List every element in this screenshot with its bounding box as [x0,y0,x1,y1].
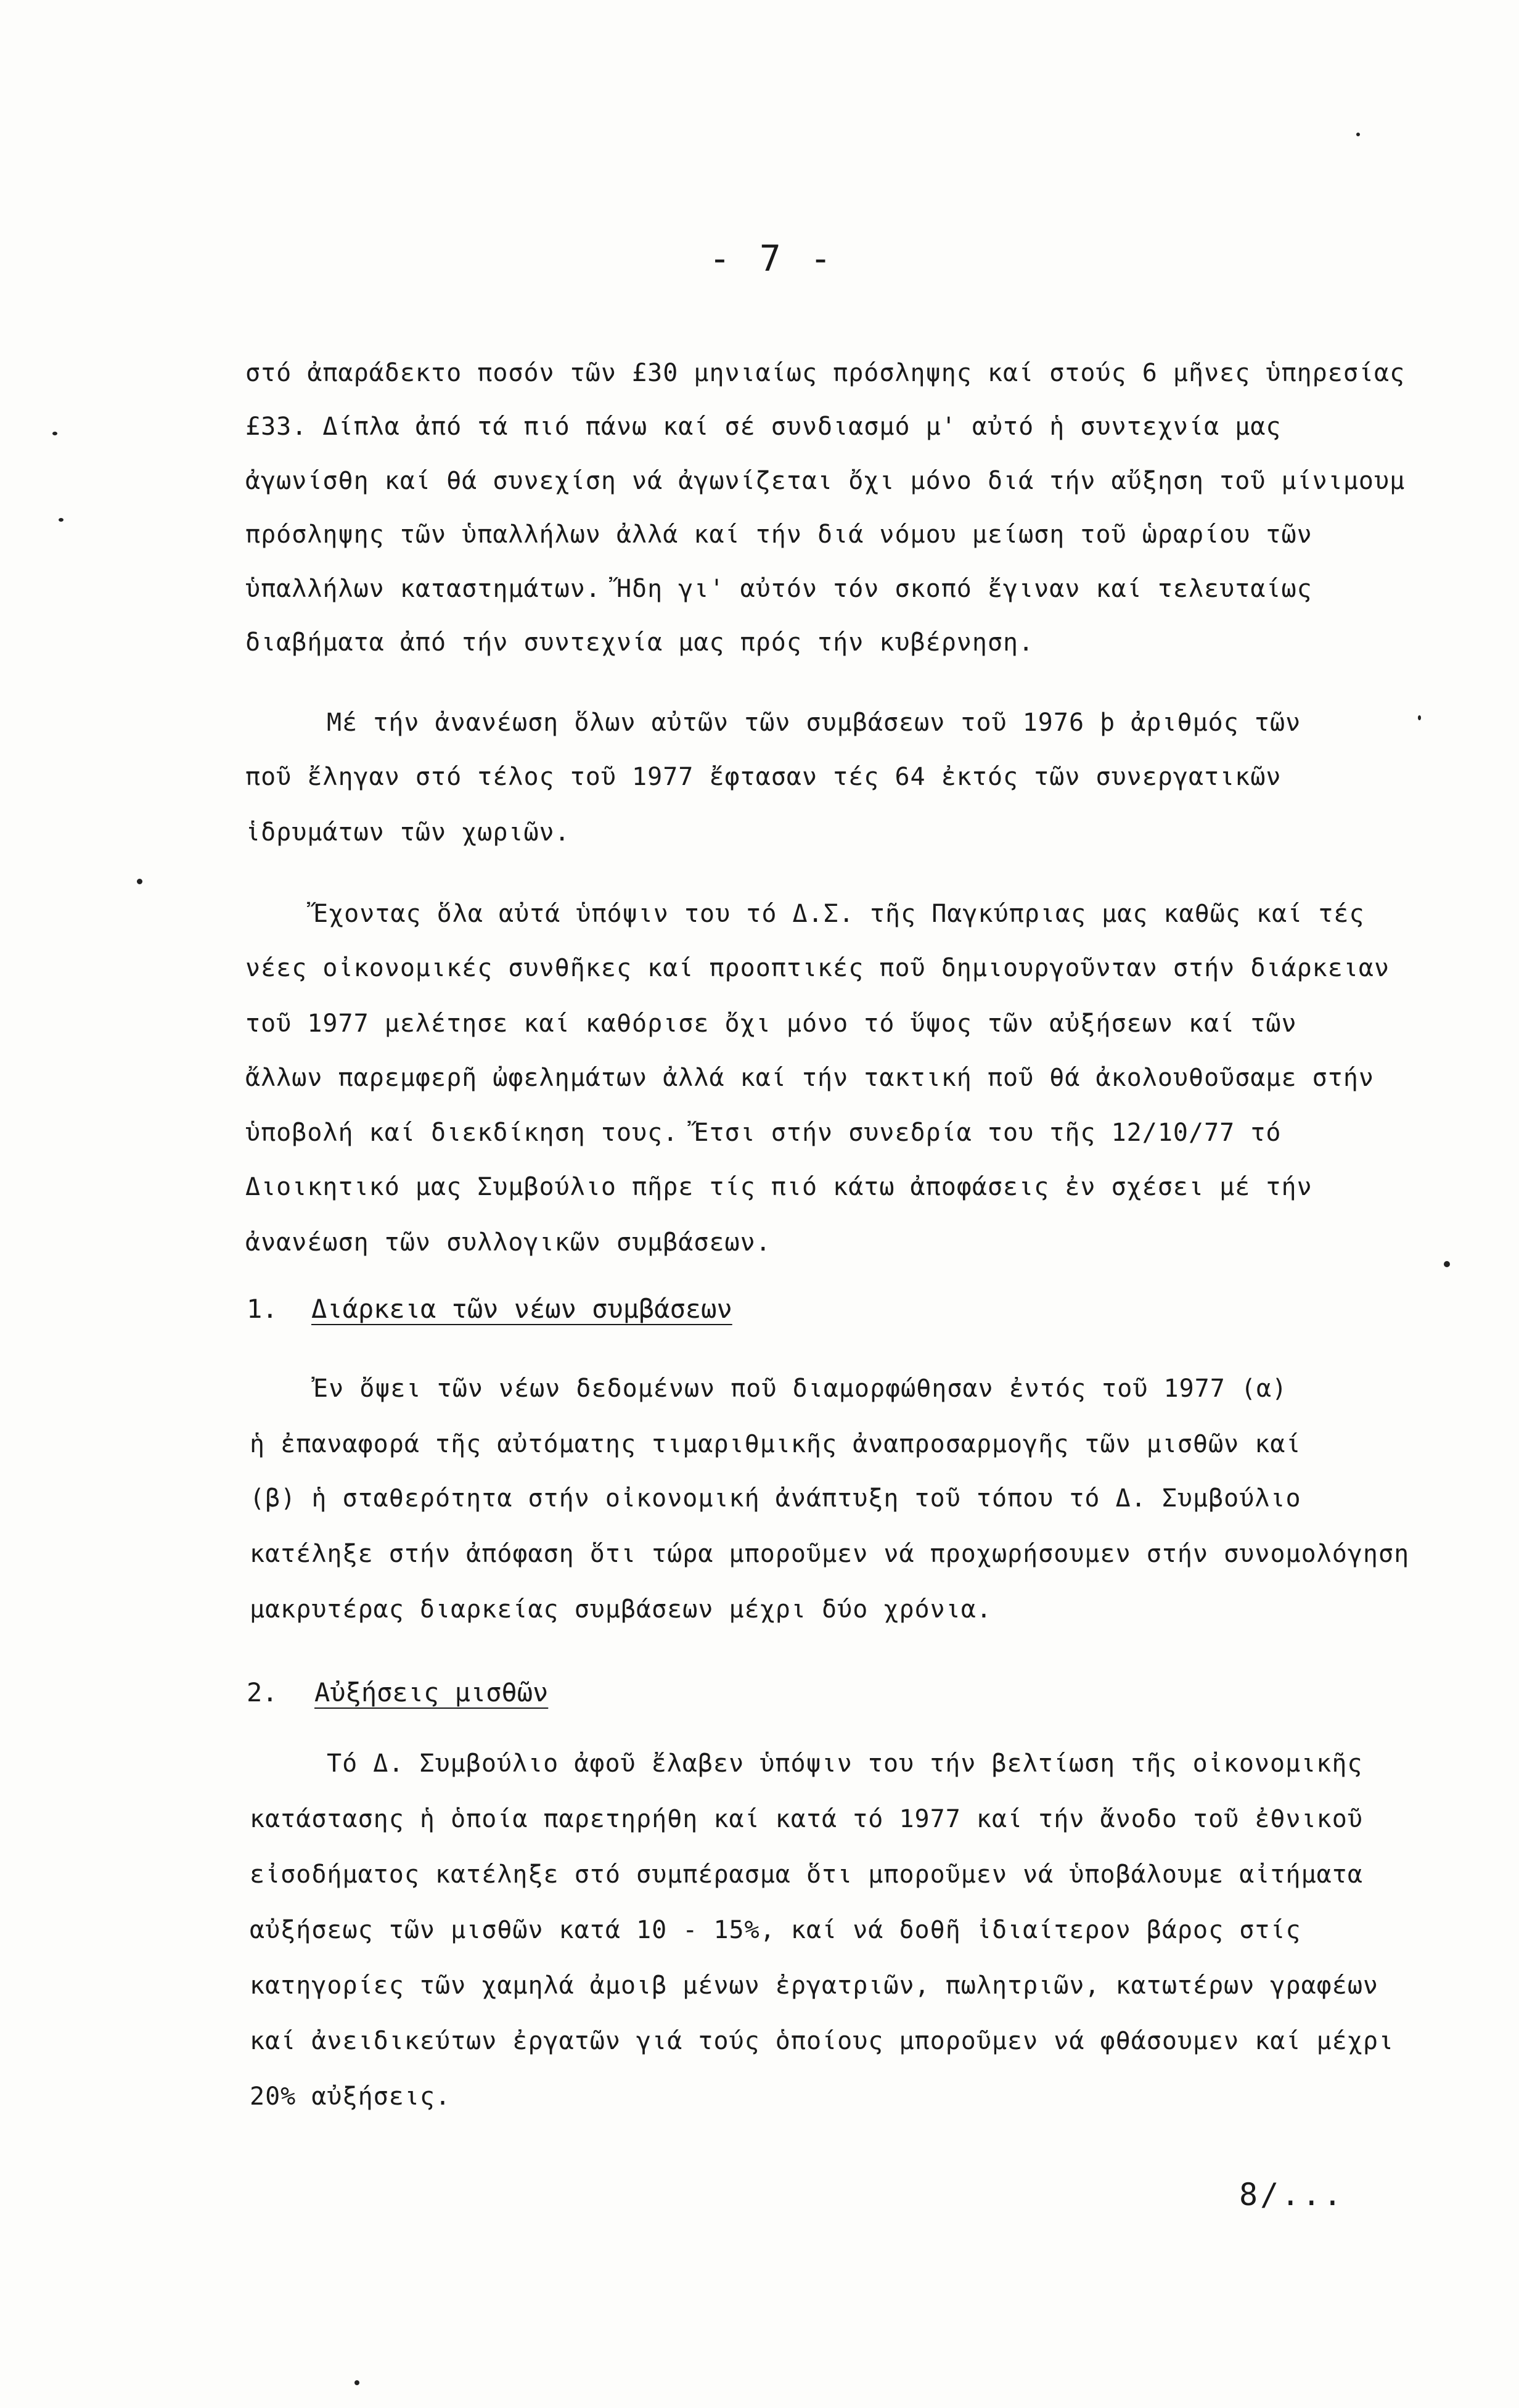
text-line: (β) ἡ σταθερότητα στήν οἰκονομική ἀνάπτυξη τοῦ τόπου τό Δ. Συμβούλιο [250,1484,1301,1513]
page-number: - 7 - [709,237,835,279]
text-line: ὑπαλλήλων καταστημάτων. Ἤδη γι' αὐτόν τόν σκοπό ἔγιναν καί τελευταίως [245,575,1312,603]
scan-speck [59,518,63,522]
text-line: 20% αὐξήσεις. [250,2082,451,2111]
section-number: 1. [247,1294,278,1324]
text-line: £33. Δίπλα ἀπό τά πιό πάνω καί σέ συνδιασμό μ' αὐτό ἡ συντεχνία μας [245,413,1282,441]
text-line: Ἐν ὄψει τῶν νέων δεδομένων ποῦ διαμορφώθησαν ἐντός τοῦ 1977 (α) [313,1375,1288,1403]
text-line: ἄλλων παρεμφερῆ ὠφελημάτων ἀλλά καί τήν τακτική ποῦ θά ἀκολουθοῦσαμε στήν [245,1064,1374,1092]
text-line: ἀγωνίσθη καί θά συνεχίση νά ἀγωνίζεται ὄχι μόνο διά τήν αὔξηση τοῦ μίνιμουμ [245,467,1406,495]
text-line: τοῦ 1977 μελέτησε καί καθόρισε ὄχι μόνο τό ὕψος τῶν αὐξήσεων καί τῶν [245,1009,1297,1038]
text-line: κατηγορίες τῶν χαμηλά ἀμοιβ μένων ἐργατριῶν, πωλητριῶν, κατωτέρων γραφέων [250,1971,1378,2000]
text-line: Μέ τήν ἀνανέωση ὅλων αὐτῶν τῶν συμβάσεων τοῦ 1976 þ ἀριθμός τῶν [327,709,1301,737]
text-line: διαβήματα ἀπό τήν συντεχνία μας πρός τήν κυβέρνηση. [245,628,1034,657]
next-page-marker: 8/... [1239,2177,1345,2213]
text-line: Διοικητικό μας Συμβούλιο πῆρε τίς πιό κάτω ἀποφάσεις ἐν σχέσει μέ τήν [245,1173,1312,1201]
scan-speck [1444,1261,1450,1267]
section-title: Αὐξήσεις μισθῶν [314,1677,549,1707]
scan-speck [1356,133,1360,136]
scan-speck [137,879,142,884]
text-line: κατάστασης ἡ ὁποία παρετηρήθη καί κατά τό 1977 καί τήν ἄνοδο τοῦ ἐθνικοῦ [250,1805,1363,1833]
section-title: Διάρκεια τῶν νέων συμβάσεων [311,1294,732,1324]
scan-speck [52,432,57,435]
text-line: στό ἀπαράδεκτο ποσόν τῶν £30 μηνιαίως πρόσληψης καί στούς 6 μῆνες ὑπηρεσίας [245,359,1406,387]
text-line: καί ἀνειδικεύτων ἐργατῶν γιά τούς ὁποίους μποροῦμεν νά φθάσουμεν καί μέχρι [250,2027,1394,2055]
text-line: πρόσληψης τῶν ὑπαλλήλων ἀλλά καί τήν διά νόμου μείωση τοῦ ὡραρίου τῶν [245,520,1312,549]
text-line: ἡ ἐπαναφορά τῆς αὐτόματης τιμαριθμικῆς ἀναπροσαρμογῆς τῶν μισθῶν καί [250,1430,1301,1458]
text-line: Τό Δ. Συμβούλιο ἀφοῦ ἔλαβεν ὑπόψιν του τήν βελτίωση τῆς οἰκονομικῆς [327,1749,1363,1778]
scan-speck [354,2380,359,2385]
scan-speck [1418,715,1421,720]
text-line: μακρυτέρας διαρκείας συμβάσεων μέχρι δύο χρόνια. [250,1595,992,1624]
text-line: ἱδρυμάτων τῶν χωριῶν. [245,818,570,847]
text-line: κατέληξε στήν ἀπόφαση ὅτι τώρα μποροῦμεν νά προχωρήσουμεν στήν συνομολόγηση [250,1540,1410,1568]
text-line: Ἔχοντας ὅλα αὐτά ὑπόψιν του τό Δ.Σ. τῆς Παγκύπριας μας καθῶς καί τές [313,900,1365,928]
text-line: ἀνανέωση τῶν συλλογικῶν συμβάσεων. [245,1228,771,1257]
section-number: 2. [247,1677,278,1707]
text-line: ποῦ ἔληγαν στό τέλος τοῦ 1977 ἔφτασαν τές 64 ἐκτός τῶν συνεργατικῶν [245,763,1282,791]
text-line: νέες οἰκονομικές συνθῆκες καί προοπτικές ποῦ δημιουργοῦνταν στήν διάρκειαν [245,954,1390,982]
text-line: εἰσοδήματος κατέληξε στό συμπέρασμα ὅτι μποροῦμεν νά ὑποβάλουμε αἰτήματα [250,1860,1363,1889]
text-line: αὐξήσεως τῶν μισθῶν κατά 10 - 15%, καί νά δοθῆ ἰδιαίτερον βάρος στίς [250,1916,1301,1944]
text-line: ὑποβολή καί διεκδίκηση τους. Ἔτσι στήν συνεδρία του τῆς 12/10/77 τό [245,1119,1282,1147]
